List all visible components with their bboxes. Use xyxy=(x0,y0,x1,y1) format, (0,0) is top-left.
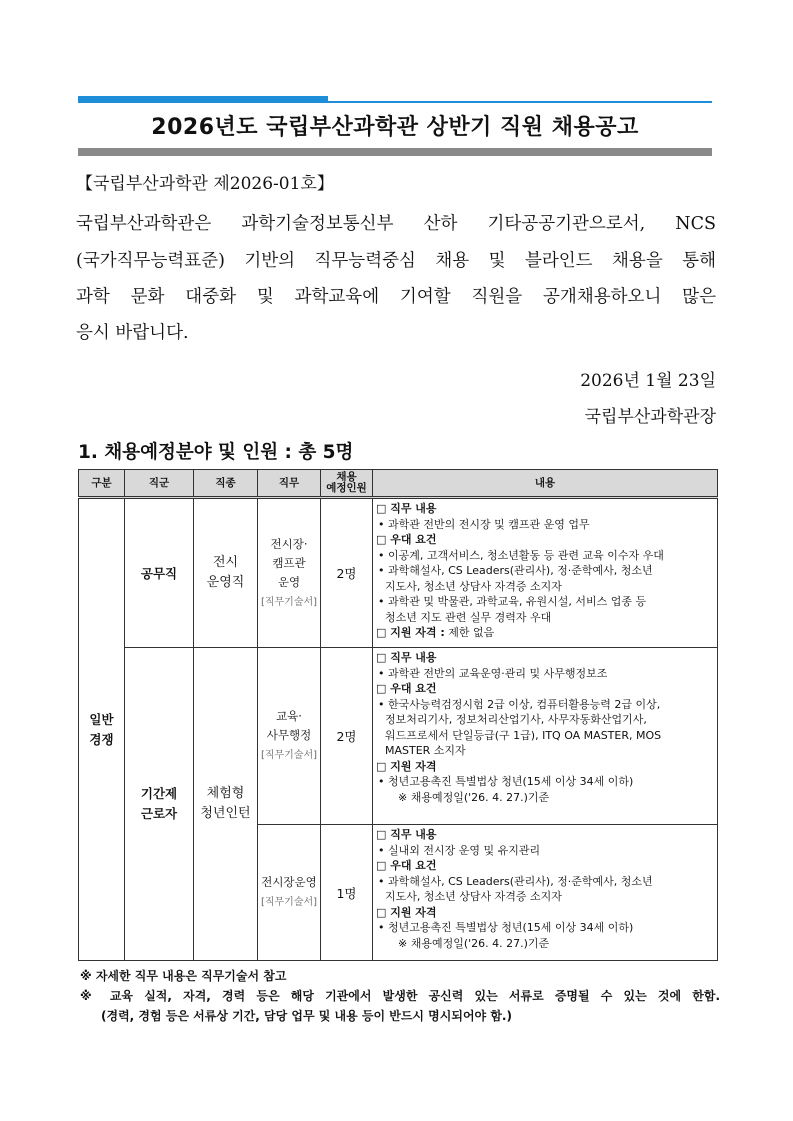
pref-item-text: 이공계, 고객서비스, 청소년활동 등 관련 교육 이수자 우대 xyxy=(388,548,664,562)
pref-item-cont: 청소년 지도 관련 실무 경력자 우대 xyxy=(385,610,552,624)
pref-item-cont: 지도사, 청소년 상담사 자격증 소지자 xyxy=(385,579,562,593)
title-top-line xyxy=(328,101,712,103)
footnote: ※ 교육 실적, 자격, 경력 등은 해당 기관에서 발생한 공신력 있는 서류로 증명될 수 있는 것에 한함. xyxy=(80,989,720,1003)
kind-text: 체험형 xyxy=(206,786,245,801)
header-kind: 직종 xyxy=(194,470,258,498)
kind-text: 운영직 xyxy=(206,575,245,590)
header-content: 내용 xyxy=(373,470,718,498)
category-text: 경쟁 xyxy=(89,731,114,747)
job-item: • 실내외 전시장 운영 및 유지관리 xyxy=(378,843,541,857)
group-text: 근로자 xyxy=(140,806,178,821)
title-top-bar xyxy=(78,96,328,103)
footnote: ※ 자세한 직무 내용은 직무기술서 참고 xyxy=(80,969,287,983)
group-text: 기간제 xyxy=(140,786,178,801)
qual-item: • 청년고용촉진 특별법상 청년(15세 이상 34세 이하) xyxy=(378,921,634,934)
pref-item-cont: MASTER 소지자 xyxy=(385,744,466,757)
qual-heading: □ 지원 자격 : xyxy=(376,626,445,639)
duty-text: 전시장· xyxy=(270,536,308,551)
content-cell xyxy=(373,825,718,961)
header-planned-line: 예정인원 xyxy=(326,482,367,494)
content-cell xyxy=(373,498,718,648)
table-header-row xyxy=(79,470,718,498)
qual-item: • 청년고용촉진 특별법상 청년(15세 이상 34세 이하) xyxy=(378,775,634,788)
job-item: • 과학관 전반의 전시장 및 캠프관 운영 업무 xyxy=(378,517,590,531)
kind-cell xyxy=(194,648,258,961)
table-row xyxy=(79,648,718,825)
qual-note: ※ 채용예정일('26. 4. 27.)기준 xyxy=(398,790,550,804)
qual-note: ※ 채용예정일('26. 4. 27.)기준 xyxy=(398,936,550,950)
qual-item-text: 청년고용촉진 특별법상 청년(15세 이상 34세 이하) xyxy=(388,775,634,788)
job-item-text: 과학관 전반의 전시장 및 캠프관 운영 업무 xyxy=(388,517,590,531)
recruitment-table xyxy=(78,469,718,961)
intro-paragraph xyxy=(76,206,716,316)
duty-cell xyxy=(258,648,321,825)
duty-text: 사무행정 xyxy=(266,728,312,742)
job-item: • 과학관 전반의 교육운영·관리 및 사무행정보조 xyxy=(378,666,608,680)
duty-cell xyxy=(258,498,321,648)
job-item-text: 과학관 전반의 교육운영·관리 및 사무행정보조 xyxy=(388,666,608,680)
duty-note: [직무기술서] xyxy=(260,750,318,761)
header-category: 구분 xyxy=(79,470,125,498)
qual-inline: 제한 없음 xyxy=(444,626,495,639)
duty-note: [직무기술서] xyxy=(260,897,318,908)
content-cell xyxy=(373,648,718,825)
count-cell: 2명 xyxy=(321,648,373,825)
duty-text: 교육· xyxy=(276,709,302,723)
intro-line: 과학 문화 대중화 및 과학교육에 기여할 직원을 공개채용하오니 많은 xyxy=(76,287,716,307)
section-heading: 1. 채용예정분야 및 인원 : 총 5명 xyxy=(78,442,354,463)
pref-item-text: 한국사능력검정시험 2급 이상, 컴퓨터활용능력 2급 이상, xyxy=(388,697,661,711)
qual-item-text: 청년고용촉진 특별법상 청년(15세 이상 34세 이하) xyxy=(388,921,634,934)
duty-text: 전시장운영 xyxy=(261,875,317,889)
title-bottom-bar xyxy=(78,148,712,156)
header-duty: 직무 xyxy=(258,470,321,498)
page-title: 2026년도 국립부산과학관 상반기 직원 채용공고 xyxy=(151,115,639,140)
group-cell: 공무직 xyxy=(125,498,194,648)
pref-heading: □ 우대 요건 xyxy=(376,859,437,872)
announcement-date: 2026년 1월 23일 xyxy=(580,371,716,391)
footnote: (경력, 경험 등은 서류상 기간, 담당 업무 및 내용 등이 반드시 명시되어야 함.) xyxy=(101,1009,512,1023)
job-heading: □ 직무 내용 xyxy=(376,828,437,841)
pref-item: • 이공계, 고객서비스, 청소년활동 등 관련 교육 이수자 우대 xyxy=(378,548,664,562)
count-cell: 2명 xyxy=(321,498,373,648)
intro-line: (국가직무능력표준) 기반의 직무능력중심 채용 및 블라인드 채용을 통해 xyxy=(76,250,716,271)
qual-heading: □ 지원 자격 xyxy=(376,905,437,919)
pref-item-text: 과학해설사, CS Leaders(관리사), 정·준학예사, 청소년 xyxy=(388,874,653,888)
count-cell: 1명 xyxy=(321,825,373,961)
pref-heading: □ 우대 요건 xyxy=(376,533,437,546)
group-cell xyxy=(125,648,194,961)
job-item-text: 실내외 전시장 운영 및 유지관리 xyxy=(388,843,541,857)
header-planned xyxy=(321,470,373,498)
pref-item-text: 과학해설사, CS Leaders(관리사), 정·준학예사, 청소년 xyxy=(388,564,653,577)
table-row xyxy=(79,498,718,648)
kind-cell xyxy=(194,498,258,648)
pref-item: • 한국사능력검정시험 2급 이상, 컴퓨터활용능력 2급 이상, xyxy=(378,697,661,711)
pref-item: • 과학해설사, CS Leaders(관리사), 정·준학예사, 청소년 xyxy=(378,564,653,577)
intro-line: 국립부산과학관은 과학기술정보통신부 산하 기타공공기관으로서, NCS xyxy=(76,214,716,234)
pref-heading: □ 우대 요건 xyxy=(376,682,437,695)
qual-line xyxy=(376,625,717,641)
issuer: 국립부산과학관장 xyxy=(584,407,716,427)
duty-text: 운영 xyxy=(277,574,301,589)
pref-item: • 과학해설사, CS Leaders(관리사), 정·준학예사, 청소년 xyxy=(378,874,653,888)
pref-item: • 과학관 및 박물관, 과학교육, 유원시설, 서비스 업종 등 xyxy=(378,595,647,608)
footnotes xyxy=(80,966,720,1026)
job-heading: □ 직무 내용 xyxy=(376,502,437,515)
duty-note: [직무기술서] xyxy=(260,596,318,608)
announcement-number: 【국립부산과학관 제2026-01호】 xyxy=(76,174,334,194)
qual-heading: □ 지원 자격 xyxy=(376,759,437,773)
pref-item-cont: 워드프로세서 단일등급(구 1급), ITQ OA MASTER, MOS xyxy=(385,728,662,742)
intro-line-last: 응시 바랍니다. xyxy=(76,323,189,343)
category-text: 일반 xyxy=(89,711,114,727)
pref-item-cont: 정보처리기사, 정보처리산업기사, 사무자동화산업기사, xyxy=(385,713,647,726)
kind-text: 전시 xyxy=(212,555,239,570)
job-heading: □ 직무 내용 xyxy=(376,651,437,664)
pref-item-cont: 지도사, 청소년 상담사 자격증 소지자 xyxy=(385,890,562,903)
category-cell xyxy=(79,498,125,961)
title-banner xyxy=(78,96,712,156)
header-planned-line: 채용 xyxy=(336,471,357,483)
duty-text: 캠프관 xyxy=(272,555,306,570)
pref-item-text: 과학관 및 박물관, 과학교육, 유원시설, 서비스 업종 등 xyxy=(388,595,647,608)
duty-cell xyxy=(258,825,321,961)
header-group: 직군 xyxy=(125,470,194,498)
kind-text: 청년인턴 xyxy=(200,806,251,821)
